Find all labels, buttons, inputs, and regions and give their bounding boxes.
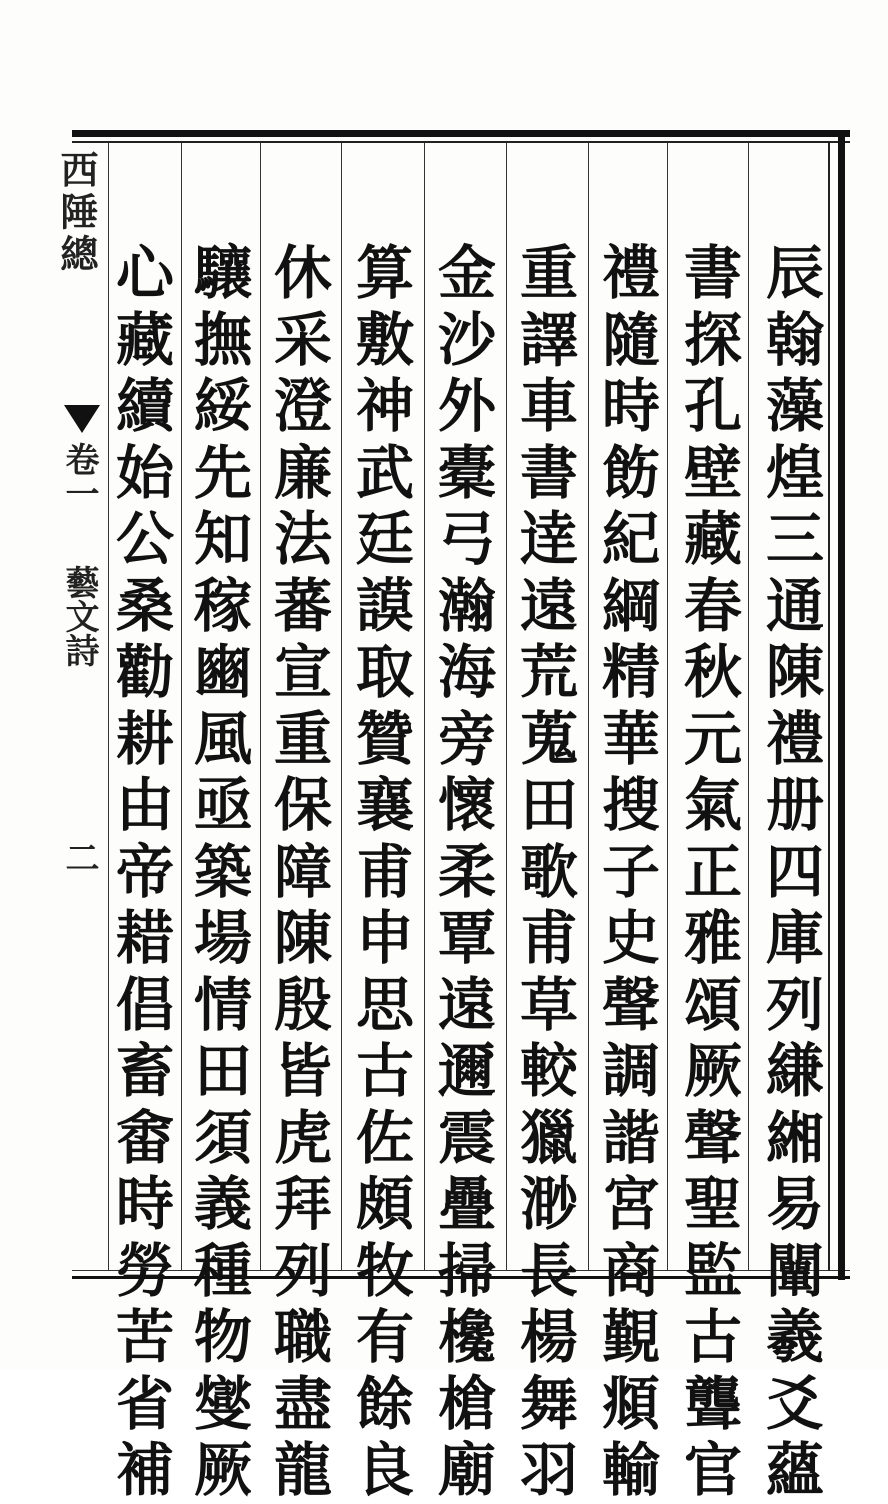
character: 槍 xyxy=(437,1369,496,1438)
character: 搜 xyxy=(601,771,660,839)
character: 公 xyxy=(115,505,174,573)
text-column-9 xyxy=(110,240,180,1504)
character: 較 xyxy=(519,1037,578,1105)
character: 禮 xyxy=(765,704,824,773)
character: 孔 xyxy=(683,372,742,440)
character: 贊 xyxy=(355,704,414,773)
character: 古 xyxy=(355,1037,414,1105)
character: 飭 xyxy=(601,438,660,507)
character: 氣 xyxy=(683,771,742,839)
character: 種 xyxy=(193,1236,252,1305)
character: 帝 xyxy=(115,837,174,906)
character: 荒 xyxy=(519,638,578,706)
column-divider xyxy=(260,143,261,1271)
character: 補 xyxy=(115,1436,174,1504)
character: 金 xyxy=(437,239,496,307)
character: 精 xyxy=(601,638,660,706)
character: 法 xyxy=(273,505,332,573)
character: 柔 xyxy=(437,837,496,906)
banner-volume: 卷一 xyxy=(59,442,99,510)
character: 謨 xyxy=(355,571,414,640)
character: 保 xyxy=(273,771,332,839)
character: 沙 xyxy=(437,305,496,374)
character: 神 xyxy=(355,372,414,440)
text-column-6 xyxy=(350,240,420,1504)
character: 襄 xyxy=(355,771,414,839)
character: 子 xyxy=(601,837,660,906)
character: 陳 xyxy=(273,904,332,972)
character: 思 xyxy=(355,970,414,1039)
character: 通 xyxy=(765,571,824,640)
character: 史 xyxy=(601,904,660,972)
character: 隨 xyxy=(601,305,660,374)
frame-right-border xyxy=(838,130,845,1280)
character: 頫 xyxy=(601,1369,660,1438)
character: 紀 xyxy=(601,505,660,573)
character: 册 xyxy=(765,771,824,839)
character: 諧 xyxy=(601,1103,660,1172)
character: 重 xyxy=(273,704,332,773)
character: 畬 xyxy=(115,1103,174,1172)
character: 遠 xyxy=(437,970,496,1039)
character: 疊 xyxy=(437,1170,496,1238)
character: 歌 xyxy=(519,837,578,906)
character: 欃 xyxy=(437,1303,496,1371)
character: 覲 xyxy=(601,1303,660,1371)
column-divider xyxy=(667,143,668,1271)
character: 春 xyxy=(683,571,742,640)
character: 拜 xyxy=(273,1170,332,1238)
text-column-4 xyxy=(514,240,584,1504)
character: 田 xyxy=(519,771,578,839)
character: 勞 xyxy=(115,1236,174,1305)
character: 苦 xyxy=(115,1303,174,1371)
character: 旁 xyxy=(437,704,496,773)
character: 虎 xyxy=(273,1103,332,1172)
column-divider xyxy=(506,143,507,1271)
character: 風 xyxy=(193,704,252,773)
character: 覃 xyxy=(437,904,496,972)
character: 三 xyxy=(765,505,824,573)
character: 耤 xyxy=(115,904,174,972)
character: 盡 xyxy=(273,1369,332,1438)
text-column-2 xyxy=(678,240,748,1504)
character: 厥 xyxy=(683,1037,742,1105)
character: 聲 xyxy=(683,1103,742,1172)
character: 羽 xyxy=(519,1436,578,1504)
character: 綱 xyxy=(601,571,660,640)
character: 省 xyxy=(115,1369,174,1438)
character: 燮 xyxy=(193,1369,252,1438)
character: 監 xyxy=(683,1236,742,1305)
character: 築 xyxy=(193,837,252,906)
character: 外 xyxy=(437,372,496,440)
character: 良 xyxy=(355,1436,414,1504)
character: 掃 xyxy=(437,1236,496,1305)
character: 辰 xyxy=(765,239,824,307)
character: 武 xyxy=(355,438,414,507)
character: 倡 xyxy=(115,970,174,1039)
character: 須 xyxy=(193,1103,252,1172)
character: 瀚 xyxy=(437,571,496,640)
character: 田 xyxy=(193,1037,252,1105)
character: 列 xyxy=(765,970,824,1039)
character: 時 xyxy=(601,372,660,440)
character: 由 xyxy=(115,771,174,839)
character: 羲 xyxy=(765,1303,824,1371)
character: 藏 xyxy=(683,505,742,573)
character: 庫 xyxy=(765,904,824,972)
character: 正 xyxy=(683,837,742,906)
character: 弓 xyxy=(437,505,496,573)
text-column-5 xyxy=(432,240,502,1504)
character: 甫 xyxy=(519,904,578,972)
character: 禮 xyxy=(601,239,660,307)
character: 商 xyxy=(601,1236,660,1305)
character: 蒐 xyxy=(519,704,578,773)
character: 皆 xyxy=(273,1037,332,1105)
character: 調 xyxy=(601,1037,660,1105)
character: 秋 xyxy=(683,638,742,706)
character: 義 xyxy=(193,1170,252,1238)
character: 藻 xyxy=(765,372,824,440)
character: 宮 xyxy=(601,1170,660,1238)
character: 畜 xyxy=(115,1037,174,1105)
character: 邇 xyxy=(437,1037,496,1105)
character: 古 xyxy=(683,1303,742,1371)
character: 逹 xyxy=(519,505,578,573)
character: 物 xyxy=(193,1303,252,1371)
character: 亟 xyxy=(193,771,252,839)
character: 楊 xyxy=(519,1303,578,1371)
frame-top-border xyxy=(72,130,850,137)
character: 壁 xyxy=(683,438,742,507)
character: 舞 xyxy=(519,1369,578,1438)
character: 算 xyxy=(355,239,414,307)
character: 敷 xyxy=(355,305,414,374)
character: 列 xyxy=(273,1236,332,1305)
character: 廟 xyxy=(437,1436,496,1504)
character: 申 xyxy=(355,904,414,972)
banner-section: 藝文詩 xyxy=(59,565,99,667)
text-column-7 xyxy=(268,240,338,1504)
character: 稼 xyxy=(193,571,252,640)
character: 草 xyxy=(519,970,578,1039)
frame-top-inner-border xyxy=(72,141,850,143)
character: 情 xyxy=(193,970,252,1039)
character: 障 xyxy=(273,837,332,906)
character: 餘 xyxy=(355,1369,414,1438)
character: 雅 xyxy=(683,904,742,972)
character: 龍 xyxy=(273,1436,332,1504)
character: 心 xyxy=(115,239,174,307)
character: 廉 xyxy=(273,438,332,507)
character: 綏 xyxy=(193,372,252,440)
character: 縑 xyxy=(765,1037,824,1105)
banner-margin xyxy=(54,150,104,1270)
character: 陳 xyxy=(765,638,824,706)
character: 聲 xyxy=(601,970,660,1039)
character: 場 xyxy=(193,904,252,972)
character: 桑 xyxy=(115,571,174,640)
character: 耕 xyxy=(115,704,174,773)
character: 官 xyxy=(683,1436,742,1504)
character: 有 xyxy=(355,1303,414,1371)
character: 厥 xyxy=(193,1436,252,1504)
character: 車 xyxy=(519,372,578,440)
character: 廷 xyxy=(355,505,414,573)
character: 始 xyxy=(115,438,174,507)
character: 元 xyxy=(683,704,742,773)
character: 懷 xyxy=(437,771,496,839)
character: 聖 xyxy=(683,1170,742,1238)
fish-tail-mark xyxy=(64,405,100,433)
character: 易 xyxy=(765,1170,824,1238)
character: 佐 xyxy=(355,1103,414,1172)
character: 澄 xyxy=(273,372,332,440)
character: 輸 xyxy=(601,1436,660,1504)
character: 震 xyxy=(437,1103,496,1172)
character: 牧 xyxy=(355,1236,414,1305)
character: 遠 xyxy=(519,571,578,640)
character: 知 xyxy=(193,505,252,573)
character: 四 xyxy=(765,837,824,906)
character: 渺 xyxy=(519,1170,578,1238)
character: 勸 xyxy=(115,638,174,706)
character: 甫 xyxy=(355,837,414,906)
character: 譯 xyxy=(519,305,578,374)
character: 頌 xyxy=(683,970,742,1039)
character: 取 xyxy=(355,638,414,706)
character: 蕃 xyxy=(273,571,332,640)
character: 翰 xyxy=(765,305,824,374)
character: 重 xyxy=(519,239,578,307)
character: 豳 xyxy=(193,638,252,706)
character: 續 xyxy=(115,372,174,440)
character: 闡 xyxy=(765,1236,824,1305)
character: 長 xyxy=(519,1236,578,1305)
character: 宣 xyxy=(273,638,332,706)
column-divider xyxy=(588,143,589,1271)
character: 煌 xyxy=(765,438,824,507)
character: 探 xyxy=(683,305,742,374)
character: 蘊 xyxy=(765,1436,824,1504)
character: 獵 xyxy=(519,1103,578,1172)
character: 緗 xyxy=(765,1103,824,1172)
text-column-1 xyxy=(760,240,830,1504)
character: 書 xyxy=(683,239,742,307)
character: 藏 xyxy=(115,305,174,374)
character: 華 xyxy=(601,704,660,773)
character: 頗 xyxy=(355,1170,414,1238)
character: 橐 xyxy=(437,438,496,507)
character: 殷 xyxy=(273,970,332,1039)
character: 撫 xyxy=(193,305,252,374)
character: 先 xyxy=(193,438,252,507)
character: 職 xyxy=(273,1303,332,1371)
character: 休 xyxy=(273,239,332,307)
text-column-8 xyxy=(188,240,258,1504)
banner-title: 西陲總 xyxy=(54,150,99,276)
banner-page-number: 二 xyxy=(59,840,99,874)
column-divider xyxy=(748,143,749,1271)
character: 海 xyxy=(437,638,496,706)
text-column-3 xyxy=(596,240,666,1504)
character: 時 xyxy=(115,1170,174,1238)
column-divider xyxy=(424,143,425,1271)
character: 驤 xyxy=(193,239,252,307)
column-divider xyxy=(181,143,182,1271)
column-divider xyxy=(341,143,342,1271)
character: 爻 xyxy=(765,1369,824,1438)
character: 書 xyxy=(519,438,578,507)
column-divider xyxy=(108,143,109,1271)
character: 采 xyxy=(273,305,332,374)
character: 聾 xyxy=(683,1369,742,1438)
